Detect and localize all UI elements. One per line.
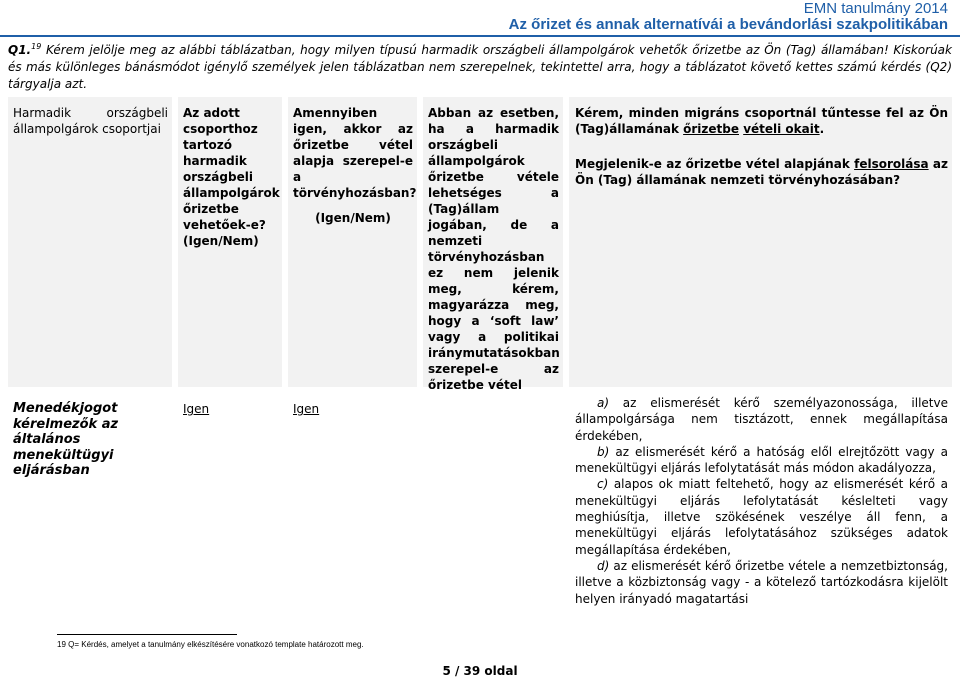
ground-item-d: d) az elismerését kérő őrizetbe vétele a nemzetbiztonság, illetve a közbiztonság vagy - a kötelező tartózkodásra kijelölt helyen irányadó magatartási — [575, 558, 948, 606]
footnote-ref[interactable]: 19 — [31, 42, 42, 51]
header-cell-legal-basis: Amennyiben igen, akkor az őrizetbe vétel alapja szerepel-e a törvényhozásban? (Igen/Nem) — [288, 97, 417, 387]
grounds-question: Megjelenik-e az őrizetbe vétel alapjának felsorolása az Ön (Tag) államának nemzeti törvényhozásában? — [575, 157, 948, 187]
row-soft-law — [423, 393, 563, 612]
detainable-value: Igen — [183, 402, 210, 416]
footnote-rule — [57, 634, 237, 635]
row-detainable — [178, 393, 282, 612]
detention-table — [8, 97, 952, 612]
running-header — [509, 0, 948, 33]
ground-item-a: a) az elismerését kérő személyazonossága, illetve állampolgársága nem tisztázott, ennek megállapítása érdekében, — [575, 396, 948, 443]
header-cell-soft-law: Abban az esetben, ha a harmadik országbeli állampolgárok őrizetbe vétele lehetséges a (Tag)állam jogában, de a nemzeti törvényhozásban ez nem jelenik meg, kérem, magyarázza meg, hogy a ‘soft law’ vagy a politikai iránymutatásokban szerepel-e az őrizetbe vétel — [423, 97, 563, 387]
header-rule — [0, 35, 960, 37]
legal-basis-value: Igen — [293, 402, 320, 416]
page-number: 5 / 39 oldal — [442, 664, 518, 678]
row-group: Menedékjogot kérelmezők az általános menekültügyi eljárásban — [13, 401, 119, 478]
question-text — [8, 38, 952, 93]
footnote: 19 Q= Kérdés, amelyet a tanulmány elkészítésére vonatkozó template határozott meg. — [57, 640, 364, 649]
row-grounds — [569, 393, 952, 612]
question-label: Q1. — [8, 43, 32, 57]
grounds-instruction: Kérem, minden migráns csoportnál tűntesse fel az Ön (Tag)államának őrizetbe vételi okait. — [575, 106, 948, 136]
header-cell-grounds — [569, 97, 952, 387]
header-cell-group: Harmadik országbeli állampolgárok csoportjai — [8, 97, 172, 387]
question-body: Kérem jelölje meg az alábbi táblázatban, hogy milyen típusú harmadik országbeli állampolgárok vehetők őrizetbe az Ön (Tag) államában! Kiskorúak és más különleges bánásmódot igénylő személyek jelen táblázatban nem szerepelnek, tekintettel arra, hogy a táblázatot követő kettes számú kérdés (Q2) tárgyalja azt. — [8, 43, 952, 91]
report-title: Az őrizet és annak alternatívái a bevándorlási szakpolitikában — [508, 16, 948, 33]
report-series: EMN tanulmány 2014 — [803, 0, 948, 17]
ground-item-c: c) alapos ok miatt feltehető, hogy az elismerését kérő a menekültügyi eljárás lefolytatását késlelteti vagy meghiúsítja, illetve szökésének veszélye áll fenn, a menekültügyi eljárás lefolytatásához szükséges adatok megállapítása érdekében, — [575, 477, 948, 557]
ground-item-b: b) az elismerését kérő a hatóság elől elrejtőzött vagy a menekültügyi eljárás lefolytatását más módon akadályozza, — [575, 444, 948, 476]
header-cell-detainable: Az adott csoporthoz tartozó harmadik országbeli állampolgárok őrizetbe vehetőek-e? (Igen/Nem) — [178, 97, 282, 387]
row-legal-basis — [288, 393, 417, 612]
